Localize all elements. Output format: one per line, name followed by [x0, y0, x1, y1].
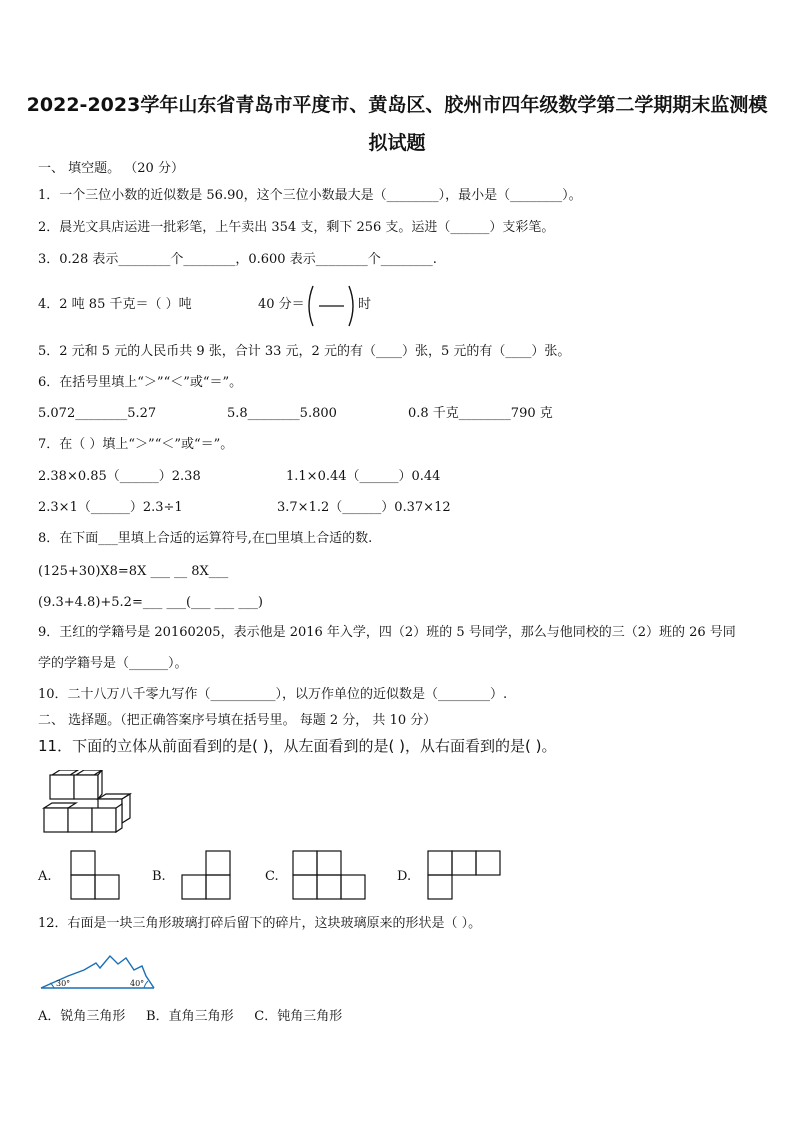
question-1: 1．一个三位小数的近似数是 56.90，这个三位小数最大是（________），最小是（________）。 — [38, 188, 582, 203]
option-a-label: A. — [38, 869, 52, 884]
question-6-item-1: 5.072________5.27 — [38, 406, 157, 421]
question-3: 3．0.28 表示________个________，0.600 表示________个________. — [38, 252, 437, 267]
question-5: 5．2 元和 5 元的人民币共 9 张，合计 33 元，2 元的有（____）张，5 元的有（____）张。 — [38, 344, 571, 359]
question-7-item-2: 1.1×0.44（______）0.44 — [286, 469, 441, 484]
question-4-part-2: 40 分＝ — [258, 297, 305, 312]
cube-solid-figure — [40, 770, 140, 840]
fraction-blank — [304, 284, 358, 328]
option-c-label: C. — [265, 869, 279, 884]
question-9-line-1: 9．王红的学籍号是 20160205，表示他是 2016 年入学，四（2）班的 5 号同学，那么与他同校的三（2）班的 26 号同 — [38, 625, 736, 640]
question-4-part-1: 4．2 吨 85 千克＝（ ）吨 — [38, 297, 192, 312]
question-6-item-3: 0.8 千克________790 克 — [408, 406, 553, 421]
option-d-label: D. — [397, 869, 412, 884]
question-7-item-1: 2.38×0.85（______）2.38 — [38, 469, 201, 484]
section-2-heading: 二、 选择题。（把正确答案序号填在括号里。 每题 2 分， 共 10 分） — [38, 713, 437, 728]
question-2: 2．晨光文具店运进一批彩笔，上午卖出 354 支，剩下 256 支。运进（______）支彩笔。 — [38, 220, 555, 235]
angle-40-label: 40° — [130, 979, 145, 988]
angle-30-label: 30° — [56, 979, 71, 988]
option-b-label: B. — [152, 869, 166, 884]
page-title-line-1: 2022-2023学年山东省青岛市平度市、黄岛区、胶州市四年级数学第二学期期末监测模 — [26, 94, 768, 116]
option-b-figure — [181, 850, 233, 902]
option-d-figure — [427, 850, 501, 902]
question-7-stem: 7．在（ ）填上“＞”“＜”或“＝”。 — [38, 437, 234, 452]
question-9-line-2: 学的学籍号是（______）。 — [38, 656, 188, 671]
question-6-item-2: 5.8________5.800 — [227, 406, 337, 421]
question-7-item-3: 2.3×1（______）2.3÷1 — [38, 500, 183, 515]
question-12-stem: 12．右面是一块三角形玻璃打碎后留下的碎片，这块玻璃原来的形状是（ ）。 — [38, 916, 482, 931]
section-1-heading: 一、 填空题。 （20 分） — [38, 161, 184, 176]
question-7-item-4: 3.7×1.2（______）0.37×12 — [277, 500, 451, 515]
question-8-line-2: (9.3+4.8)+5.2=___ ___(___ ___ ___) — [38, 595, 263, 610]
question-8-line-1: (125+30)X8=8X ___ __ 8X___ — [38, 564, 229, 579]
question-10: 10．二十八万八千零九写作（__________），以万作单位的近似数是（________）. — [38, 687, 508, 702]
question-12-options: A．锐角三角形 B．直角三角形 C．钝角三角形 — [38, 1009, 343, 1024]
question-8-stem: 8．在下面___里填上合适的运算符号,在□里填上合适的数. — [38, 531, 373, 546]
option-c-figure — [292, 850, 366, 902]
question-4-part-3: 时 — [358, 297, 372, 312]
question-11-stem: 11．下面的立体从前面看到的是( )，从左面看到的是( )，从右面看到的是( )。 — [38, 737, 557, 755]
page-title-line-2: 拟试题 — [368, 132, 426, 154]
option-a-figure — [70, 850, 120, 902]
glass-fragment-figure — [38, 948, 160, 992]
question-6-stem: 6．在括号里填上“＞”“＜”或“＝”。 — [38, 375, 243, 390]
